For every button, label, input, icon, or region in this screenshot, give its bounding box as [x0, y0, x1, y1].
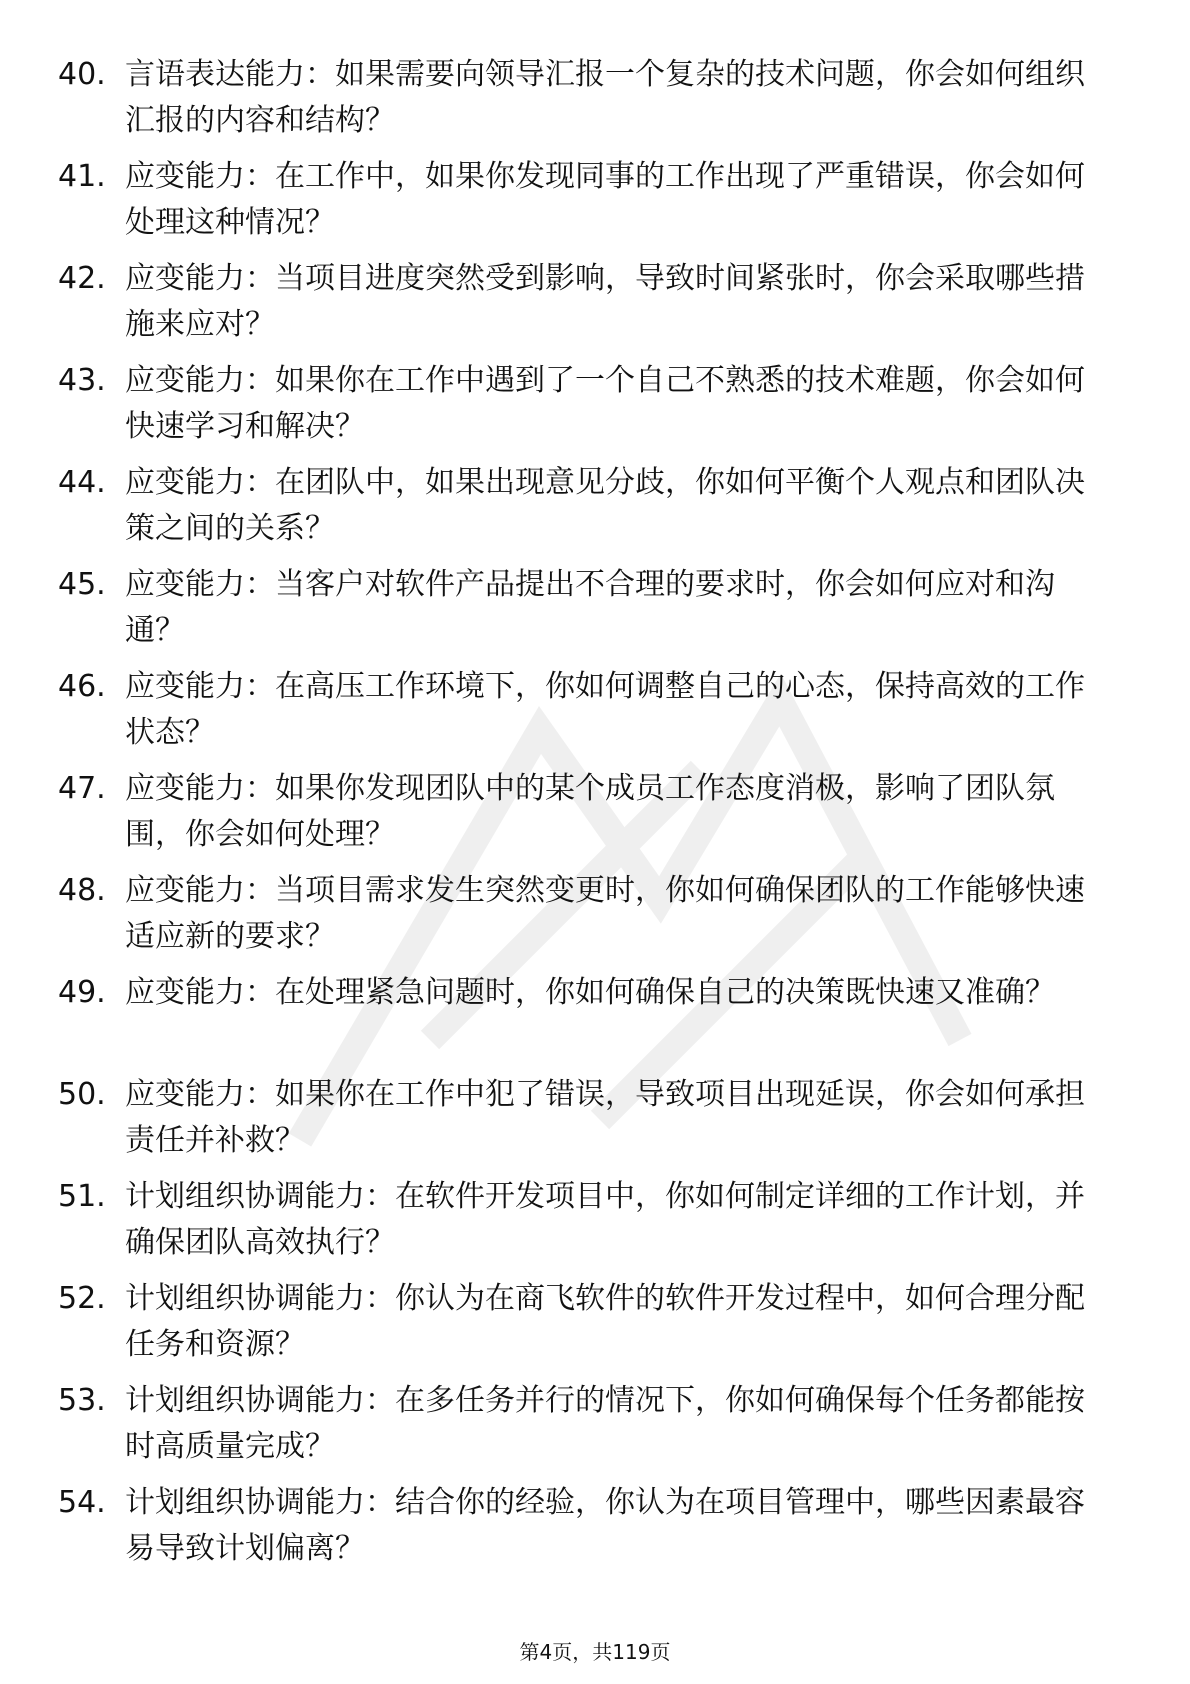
question-text: 计划组织协调能力：在软件开发项目中，你如何制定详细的工作计划，并确保团队高效执行？ — [125, 1179, 1085, 1260]
question-text: 应变能力：在工作中，如果你发现同事的工作出现了严重错误，你会如何处理这种情况？ — [125, 159, 1085, 240]
list-item — [58, 1480, 1118, 1582]
question-text: 应变能力：如果你在工作中遇到了一个自己不熟悉的技术难题，你会如何快速学习和解决？ — [125, 363, 1085, 444]
list-item — [58, 664, 1118, 766]
list-item — [58, 460, 1118, 562]
list-item — [58, 766, 1118, 868]
question-number: 53. — [58, 1383, 106, 1418]
question-number: 54. — [58, 1485, 106, 1520]
question-number: 46. — [58, 669, 106, 704]
question-number: 41. — [58, 159, 106, 194]
question-number: 40. — [58, 57, 106, 92]
question-number: 51. — [58, 1179, 106, 1214]
page-number-footer: 第4页，共119页 — [519, 1640, 671, 1664]
list-item — [58, 1174, 1118, 1276]
list-item — [58, 1276, 1118, 1378]
question-number: 48. — [58, 873, 106, 908]
question-number: 44. — [58, 465, 106, 500]
list-item — [58, 970, 1118, 1072]
question-text: 应变能力：如果你发现团队中的某个成员工作态度消极，影响了团队氛围，你会如何处理？ — [125, 771, 1055, 852]
question-number: 45. — [58, 567, 106, 602]
question-text: 言语表达能力：如果需要向领导汇报一个复杂的技术问题，你会如何组织汇报的内容和结构？ — [125, 57, 1085, 138]
question-number: 42. — [58, 261, 106, 296]
list-item — [58, 358, 1118, 460]
question-text: 应变能力：当客户对软件产品提出不合理的要求时，你会如何应对和沟通？ — [125, 567, 1055, 648]
question-number: 47. — [58, 771, 106, 806]
question-number: 43. — [58, 363, 106, 398]
list-item — [58, 1072, 1118, 1174]
question-number: 49. — [58, 975, 106, 1010]
list-item — [58, 562, 1118, 664]
question-text: 应变能力：当项目进度突然受到影响，导致时间紧张时，你会采取哪些措施来应对？ — [125, 261, 1085, 342]
list-item — [58, 154, 1118, 256]
list-item — [58, 1378, 1118, 1480]
question-text: 计划组织协调能力：你认为在商飞软件的软件开发过程中，如何合理分配任务和资源？ — [125, 1281, 1085, 1362]
list-item — [58, 52, 1118, 154]
list-item — [58, 256, 1118, 358]
list-item — [58, 868, 1118, 970]
question-text: 计划组织协调能力：结合你的经验，你认为在项目管理中，哪些因素最容易导致计划偏离？ — [125, 1485, 1085, 1566]
question-text: 计划组织协调能力：在多任务并行的情况下，你如何确保每个任务都能按时高质量完成？ — [125, 1383, 1085, 1464]
question-text: 应变能力：如果你在工作中犯了错误，导致项目出现延误，你会如何承担责任并补救？ — [125, 1077, 1085, 1158]
question-text: 应变能力：在处理紧急问题时，你如何确保自己的决策既快速又准确？ — [125, 975, 1055, 1010]
question-list — [58, 52, 1118, 1582]
question-text: 应变能力：当项目需求发生突然变更时，你如何确保团队的工作能够快速适应新的要求？ — [125, 873, 1085, 954]
question-text: 应变能力：在团队中，如果出现意见分歧，你如何平衡个人观点和团队决策之间的关系？ — [125, 465, 1085, 546]
question-number: 50. — [58, 1077, 106, 1112]
question-text: 应变能力：在高压工作环境下，你如何调整自己的心态，保持高效的工作状态？ — [125, 669, 1085, 750]
question-number: 52. — [58, 1281, 106, 1316]
